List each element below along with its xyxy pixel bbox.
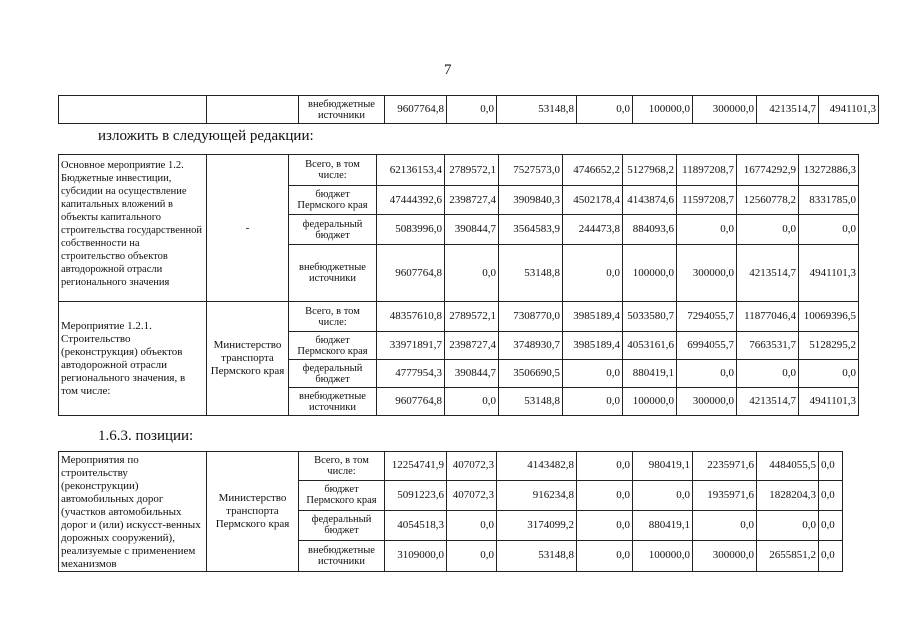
value-cell: 33971891,7 <box>377 332 445 360</box>
value-cell: 3564583,9 <box>499 215 563 245</box>
value-cell: 7294055,7 <box>677 302 737 332</box>
value-cell: 7308770,0 <box>499 302 563 332</box>
value-cell: 9607764,8 <box>385 96 447 124</box>
value-cell: 3985189,4 <box>563 302 623 332</box>
value-cell: 8331785,0 <box>799 186 859 215</box>
value-cell: 12254741,9 <box>385 452 447 481</box>
value-cell: 0,0 <box>577 96 633 124</box>
value-cell: 244473,8 <box>563 215 623 245</box>
value-cell: 0,0 <box>445 245 499 302</box>
value-cell: 53148,8 <box>497 540 577 571</box>
value-cell: 16774292,9 <box>737 155 799 186</box>
value-cell: 62136153,4 <box>377 155 445 186</box>
value-cell: 5128295,2 <box>799 332 859 360</box>
value-cell: 0,0 <box>737 360 799 388</box>
measures-table-1 <box>58 154 859 416</box>
value-cell: 4484055,5 <box>757 452 819 481</box>
value-cell: 0,0 <box>577 480 633 510</box>
value-cell: 13272886,3 <box>799 155 859 186</box>
value-cell: 390844,7 <box>445 215 499 245</box>
section-heading-1: изложить в следующей редакции: <box>98 128 314 144</box>
value-cell: 0,0 <box>799 215 859 245</box>
value-cell: 0,0 <box>577 540 633 571</box>
value-cell: 390844,7 <box>445 360 499 388</box>
responsible-executor: Министерство транспорта Пермского края <box>207 452 299 572</box>
value-cell: 4941101,3 <box>819 96 879 124</box>
source-cell: Всего, в том числе: <box>289 155 377 186</box>
value-cell: 12560778,2 <box>737 186 799 215</box>
source-cell: федеральный бюджет <box>289 360 377 388</box>
value-cell: 4746652,2 <box>563 155 623 186</box>
value-cell: 0,0 <box>577 452 633 481</box>
value-cell: 3506690,5 <box>499 360 563 388</box>
empty-cell <box>59 96 207 124</box>
value-cell: 4502178,4 <box>563 186 623 215</box>
value-cell: 3909840,3 <box>499 186 563 215</box>
value-cell: 4143482,8 <box>497 452 577 481</box>
section-heading-2: 1.6.3. позиции: <box>98 428 194 444</box>
value-cell: 47444392,6 <box>377 186 445 215</box>
value-cell: 300000,0 <box>693 540 757 571</box>
value-cell: 0,0 <box>737 215 799 245</box>
source-cell: внебюджетные источники <box>289 388 377 416</box>
responsible-executor: - <box>207 155 289 302</box>
value-cell: 0,0 <box>447 96 497 124</box>
value-cell: 5033580,7 <box>623 302 677 332</box>
value-cell: 53148,8 <box>499 388 563 416</box>
value-cell: 10069396,5 <box>799 302 859 332</box>
value-cell: 0,0 <box>819 480 843 510</box>
page-number: 7 <box>444 62 452 78</box>
value-cell: 100000,0 <box>633 96 693 124</box>
value-cell: 5091223,6 <box>385 480 447 510</box>
value-cell: 0,0 <box>677 215 737 245</box>
source-cell: бюджет Пермского края <box>289 186 377 215</box>
value-cell: 3174099,2 <box>497 510 577 540</box>
source-cell: внебюджетные источники <box>299 96 385 124</box>
value-cell: 300000,0 <box>677 388 737 416</box>
value-cell: 5083996,0 <box>377 215 445 245</box>
measure-description: Мероприятия по строительству (реконструкции) автомобильных дорог (участков автомобильных дорог и (или) искусст-венных дорожных сооружений), реализуемые с применением механизмов <box>59 452 207 572</box>
table-row <box>59 302 859 332</box>
value-cell: 407072,3 <box>447 452 497 481</box>
value-cell: 2235971,6 <box>693 452 757 481</box>
value-cell: 11597208,7 <box>677 186 737 215</box>
value-cell: 7663531,7 <box>737 332 799 360</box>
value-cell: 4213514,7 <box>737 388 799 416</box>
value-cell: 7527573,0 <box>499 155 563 186</box>
responsible-executor: Министерство транспорта Пермского края <box>207 302 289 416</box>
value-cell: 1935971,6 <box>693 480 757 510</box>
value-cell: 0,0 <box>693 510 757 540</box>
value-cell: 2398727,4 <box>445 186 499 215</box>
source-cell: бюджет Пермского края <box>289 332 377 360</box>
value-cell: 0,0 <box>563 245 623 302</box>
value-cell: 3985189,4 <box>563 332 623 360</box>
value-cell: 6994055,7 <box>677 332 737 360</box>
measure-description: Основное мероприятие 1.2. Бюджетные инвестиции, субсидии на осуществление капитальных вложений в объекты капитального строительства государственной собственности на строительство объектов автодорожной отрасли регионального значения <box>59 155 207 302</box>
value-cell: 4941101,3 <box>799 388 859 416</box>
value-cell: 884093,6 <box>623 215 677 245</box>
value-cell: 11897208,7 <box>677 155 737 186</box>
value-cell: 916234,8 <box>497 480 577 510</box>
value-cell: 4941101,3 <box>799 245 859 302</box>
value-cell: 4143874,6 <box>623 186 677 215</box>
value-cell: 880419,1 <box>633 510 693 540</box>
value-cell: 3109000,0 <box>385 540 447 571</box>
value-cell: 0,0 <box>819 452 843 481</box>
value-cell: 0,0 <box>447 510 497 540</box>
value-cell: 2398727,4 <box>445 332 499 360</box>
value-cell: 53148,8 <box>497 96 577 124</box>
value-cell: 0,0 <box>577 510 633 540</box>
value-cell: 100000,0 <box>623 388 677 416</box>
value-cell: 5127968,2 <box>623 155 677 186</box>
source-cell: Всего, в том числе: <box>299 452 385 481</box>
value-cell: 1828204,3 <box>757 480 819 510</box>
value-cell: 0,0 <box>677 360 737 388</box>
value-cell: 2655851,2 <box>757 540 819 571</box>
value-cell: 9607764,8 <box>377 388 445 416</box>
value-cell: 4054518,3 <box>385 510 447 540</box>
value-cell: 100000,0 <box>623 245 677 302</box>
value-cell: 0,0 <box>447 540 497 571</box>
top-row-table <box>58 95 879 124</box>
table-row <box>59 155 859 186</box>
measure-description: Мероприятие 1.2.1. Строительство (реконструкция) объектов автодорожной отрасли регионального значения, в том числе: <box>59 302 207 416</box>
source-cell: Всего, в том числе: <box>289 302 377 332</box>
value-cell: 0,0 <box>819 510 843 540</box>
value-cell: 53148,8 <box>499 245 563 302</box>
empty-cell <box>207 96 299 124</box>
source-cell: бюджет Пермского края <box>299 480 385 510</box>
value-cell: 48357610,8 <box>377 302 445 332</box>
source-cell: федеральный бюджет <box>299 510 385 540</box>
value-cell: 0,0 <box>445 388 499 416</box>
value-cell: 2789572,1 <box>445 155 499 186</box>
value-cell: 2789572,1 <box>445 302 499 332</box>
value-cell: 0,0 <box>757 510 819 540</box>
table-row <box>59 452 843 481</box>
value-cell: 0,0 <box>799 360 859 388</box>
value-cell: 11877046,4 <box>737 302 799 332</box>
value-cell: 9607764,8 <box>377 245 445 302</box>
value-cell: 4777954,3 <box>377 360 445 388</box>
value-cell: 300000,0 <box>693 96 757 124</box>
value-cell: 980419,1 <box>633 452 693 481</box>
value-cell: 4213514,7 <box>757 96 819 124</box>
value-cell: 880419,1 <box>623 360 677 388</box>
value-cell: 4053161,6 <box>623 332 677 360</box>
value-cell: 0,0 <box>563 388 623 416</box>
value-cell: 0,0 <box>563 360 623 388</box>
value-cell: 100000,0 <box>633 540 693 571</box>
measures-table-2 <box>58 451 843 572</box>
source-cell: внебюджетные источники <box>289 245 377 302</box>
value-cell: 4213514,7 <box>737 245 799 302</box>
value-cell: 3748930,7 <box>499 332 563 360</box>
table-row <box>59 96 879 124</box>
source-cell: федеральный бюджет <box>289 215 377 245</box>
value-cell: 407072,3 <box>447 480 497 510</box>
source-cell: внебюджетные источники <box>299 540 385 571</box>
value-cell: 0,0 <box>633 480 693 510</box>
value-cell: 0,0 <box>819 540 843 571</box>
value-cell: 300000,0 <box>677 245 737 302</box>
